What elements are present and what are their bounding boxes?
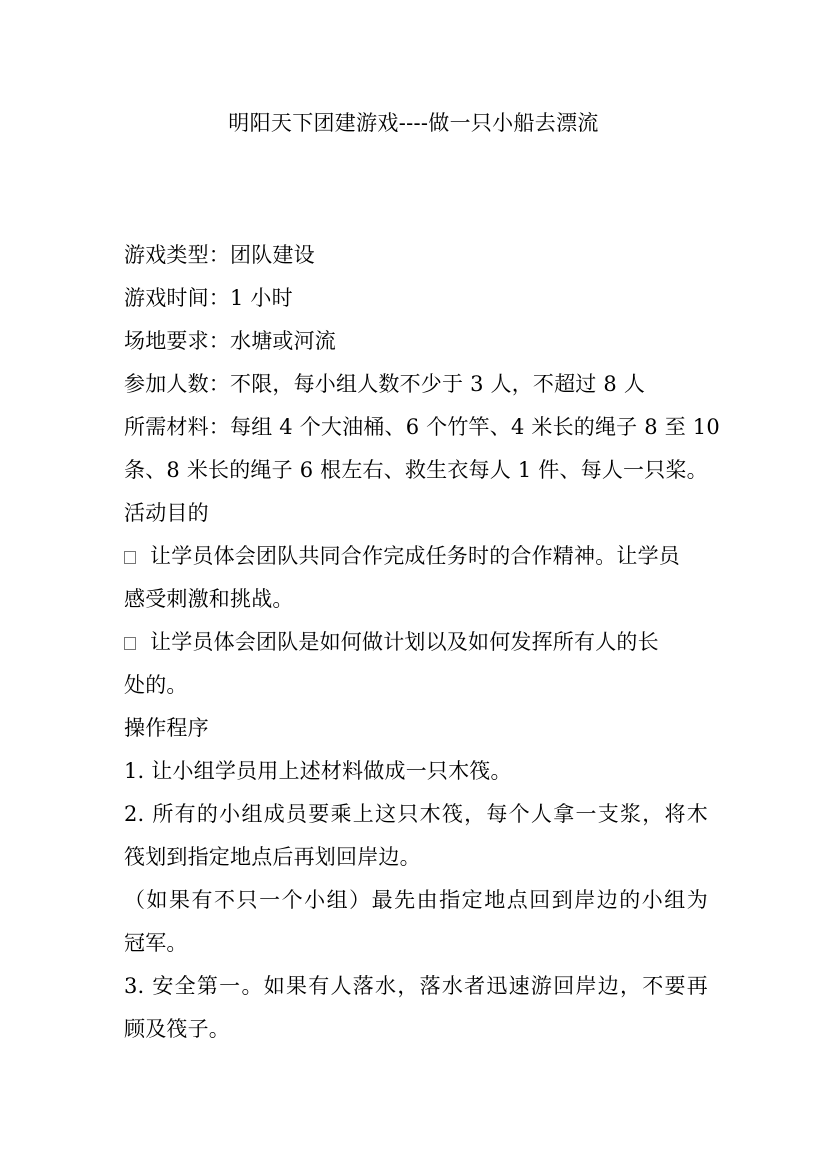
procedure-step-3: 3. 安全第一。如果有人落水，落水者迅速游回岸边，不要再 xyxy=(124,974,708,998)
field-game-duration: 游戏时间：1 小时 xyxy=(124,286,293,310)
procedure-step-3-continued: 顾及筏子。 xyxy=(124,1017,230,1041)
purpose-item-2-continued: 处的。 xyxy=(124,673,188,697)
field-venue: 场地要求：水塘或河流 xyxy=(124,329,336,353)
bullet-box-icon xyxy=(124,637,136,650)
procedure-heading: 操作程序 xyxy=(124,716,209,740)
field-participants: 参加人数：不限，每小组人数不少于 3 人，不超过 8 人 xyxy=(124,372,646,396)
purpose-item-1-text: 让学员体会团队共同合作完成任务时的合作精神。让学员 xyxy=(150,544,680,568)
bullet-box-icon xyxy=(124,551,136,564)
procedure-step-2-continued: 筏划到指定地点后再划回岸边。 xyxy=(124,845,421,869)
purpose-item-1 xyxy=(124,535,708,578)
procedure-step-2: 2. 所有的小组成员要乘上这只木筏，每个人拿一支浆，将木 xyxy=(124,802,708,826)
field-materials-line-2: 条、8 米长的绳子 6 根左右、救生衣每人 1 件、每人一只桨。 xyxy=(124,458,708,482)
field-materials-line-1: 所需材料：每组 4 个大油桶、6 个竹竿、4 米长的绳子 8 至 10 xyxy=(124,415,720,439)
field-game-type: 游戏类型：团队建设 xyxy=(124,243,315,267)
procedure-note-continued: 冠军。 xyxy=(124,931,188,955)
procedure-step-1: 1. 让小组学员用上述材料做成一只木筏。 xyxy=(124,759,512,783)
purpose-item-1-continued: 感受刺激和挑战。 xyxy=(124,587,294,611)
document-title: 明阳天下团建游戏----做一只小船去漂流 xyxy=(228,111,599,135)
document-body xyxy=(124,234,720,1051)
purpose-item-2 xyxy=(124,621,708,664)
purpose-item-2-text: 让学员体会团队是如何做计划以及如何发挥所有人的长 xyxy=(150,630,659,654)
procedure-note: （如果有不只一个小组）最先由指定地点回到岸边的小组为 xyxy=(124,888,708,912)
purpose-heading: 活动目的 xyxy=(124,501,209,525)
